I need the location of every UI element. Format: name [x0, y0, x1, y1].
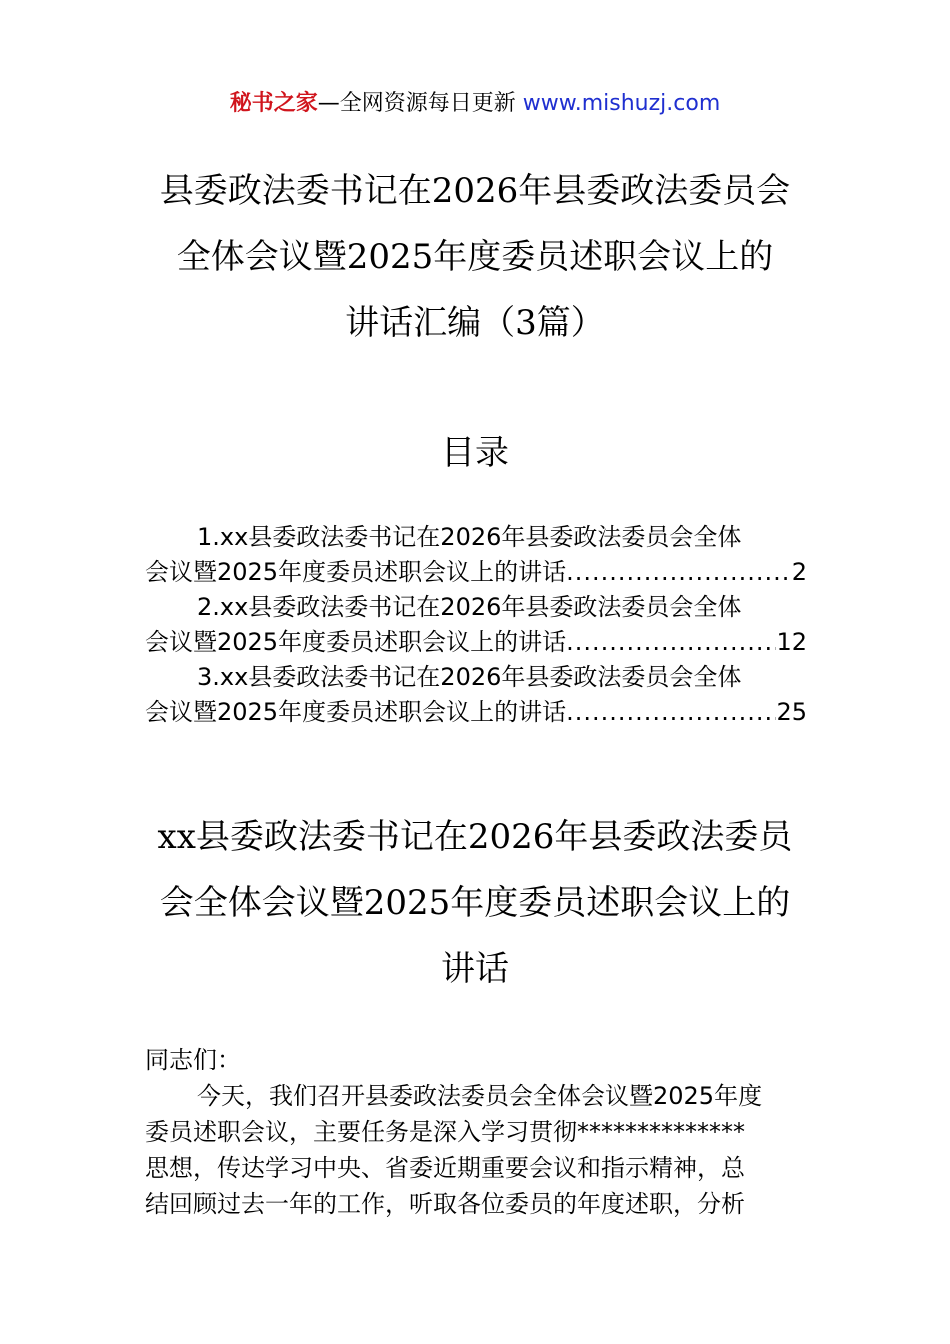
toc-entry-text: 会议暨2025年度委员述职会议上的讲话: [145, 698, 567, 726]
document-title-line: 县委政法委书记在2026年县委政法委员会: [159, 171, 791, 211]
toc-page-number: 2: [791, 558, 807, 586]
document-title: [120, 158, 830, 356]
section-title-line: xx县委政法委书记在2026年县委政法委员: [157, 817, 793, 857]
toc-entry[interactable]: [145, 590, 807, 660]
brand-name: 秘书之家: [229, 91, 318, 116]
paragraph-line: 今天，我们召开县委政法委员会全体会议暨2025年度: [197, 1082, 763, 1110]
toc-entry-text: 会议暨2025年度委员述职会议上的讲话: [145, 628, 567, 656]
speech-body: [145, 1042, 807, 1222]
table-of-contents: [145, 520, 807, 730]
toc-entry[interactable]: [145, 520, 807, 590]
site-header: [0, 88, 950, 120]
toc-entry-text: 会议暨2025年度委员述职会议上的讲话: [145, 558, 567, 586]
toc-heading: 目录: [441, 433, 509, 473]
section-title-line: 讲话: [441, 949, 509, 989]
section-title: [120, 804, 830, 1002]
toc-entry-line2: [145, 555, 807, 590]
paragraph-line: 思想，传达学习中央、省委近期重要会议和指示精神，总: [145, 1154, 745, 1182]
toc-entry-line1: 3.xx县委政法委书记在2026年县委政法委员会全体: [197, 663, 742, 691]
toc-entry-line2: [145, 625, 807, 660]
paragraph-line: 结回顾过去一年的工作，听取各位委员的年度述职，分析: [145, 1190, 745, 1218]
salutation: 同志们：: [145, 1046, 241, 1074]
toc-page-number: 12: [776, 628, 807, 656]
toc-leader-dots: [566, 625, 776, 660]
header-slogan: —全网资源每日更新: [317, 91, 523, 116]
document-title-line: 讲话汇编（3篇）: [345, 303, 605, 343]
toc-entry-line1: 1.xx县委政法委书记在2026年县委政法委员会全体: [197, 523, 742, 551]
toc-entry-line1: 2.xx县委政法委书记在2026年县委政法委员会全体: [197, 593, 742, 621]
toc-entry[interactable]: [145, 660, 807, 730]
site-url[interactable]: www.mishuzj.com: [522, 91, 721, 116]
toc-leader-dots: [566, 695, 776, 730]
toc-entry-line2: [145, 695, 807, 730]
toc-page-number: 25: [776, 698, 807, 726]
toc-leader-dots: [566, 555, 792, 590]
document-title-line: 全体会议暨2025年度委员述职会议上的: [176, 237, 774, 277]
section-title-line: 会全体会议暨2025年度委员述职会议上的: [159, 883, 791, 923]
paragraph-line: 委员述职会议，主要任务是深入学习贯彻**************: [145, 1118, 745, 1146]
